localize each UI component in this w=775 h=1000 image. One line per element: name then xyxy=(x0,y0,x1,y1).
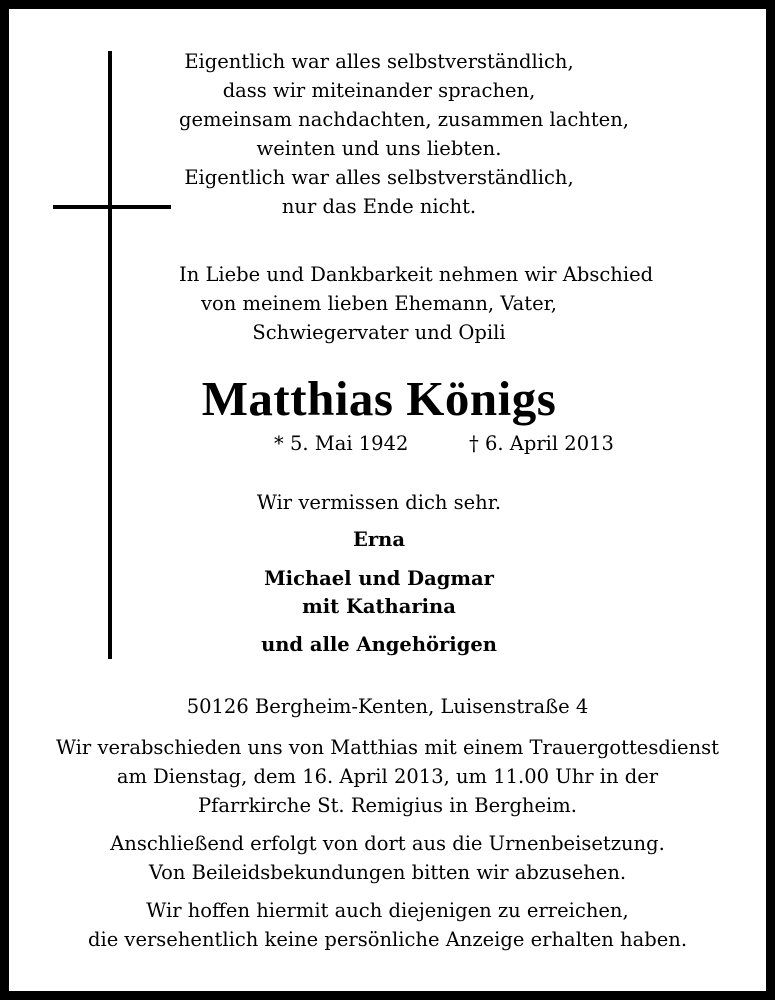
miss-line: Wir vermissen dich sehr. xyxy=(256,491,502,514)
service-line: Wir verabschieden uns von Matthias mit einem Trauergottesdienst xyxy=(55,736,720,759)
poem-line: dass wir miteinander sprachen, xyxy=(222,79,536,102)
service-info xyxy=(9,733,766,820)
mourner-name: und alle Angehörigen xyxy=(261,633,497,656)
burial-info xyxy=(9,829,766,887)
farewell-text xyxy=(179,260,654,347)
reach-note xyxy=(9,896,766,954)
poem-line: gemeinsam nachdachten, zusammen lachten, xyxy=(179,108,629,131)
poem-line: nur das Ende nicht. xyxy=(281,195,477,218)
poem-verse xyxy=(179,47,629,221)
mourner-group xyxy=(179,631,579,659)
cross-vertical-bar xyxy=(108,51,112,659)
mourner-name: Michael und Dagmar xyxy=(264,567,494,590)
reach-line: die versehentlich keine persönliche Anzeige erhalten haben. xyxy=(87,928,688,951)
mourner-group xyxy=(179,526,579,554)
farewell-line: Schwiegervater und Opili xyxy=(252,321,506,344)
death-date: † 6. April 2013 xyxy=(469,432,614,455)
farewell-line: von meinem lieben Ehemann, Vater, xyxy=(201,292,557,315)
mourner-name: mit Katharina xyxy=(302,595,456,618)
burial-line: Von Beileidsbekundungen bitten wir abzusehen. xyxy=(148,861,627,884)
mourner-group xyxy=(179,565,579,621)
poem-line: weinten und uns liebten. xyxy=(256,137,502,160)
deceased-name: Matthias Königs xyxy=(201,371,557,426)
poem-line: Eigentlich war alles selbstverständlich, xyxy=(184,166,574,189)
mourner-name: Erna xyxy=(353,528,405,551)
family-address: 50126 Bergheim-Kenten, Luisenstraße 4 xyxy=(186,695,589,718)
birth-date: * 5. Mai 1942 xyxy=(274,432,409,455)
cross-horizontal-bar xyxy=(53,205,171,209)
reach-line: Wir hoffen hiermit auch diejenigen zu erreichen, xyxy=(146,899,629,922)
poem-line: Eigentlich war alles selbstverständlich, xyxy=(184,50,574,73)
service-line: am Dienstag, dem 16. April 2013, um 11.00 Uhr in der xyxy=(116,765,659,788)
service-line: Pfarrkirche St. Remigius in Bergheim. xyxy=(198,794,577,817)
burial-line: Anschließend erfolgt von dort aus die Urnenbeisetzung. xyxy=(110,832,665,855)
farewell-line: In Liebe und Dankbarkeit nehmen wir Abschied xyxy=(179,263,654,286)
